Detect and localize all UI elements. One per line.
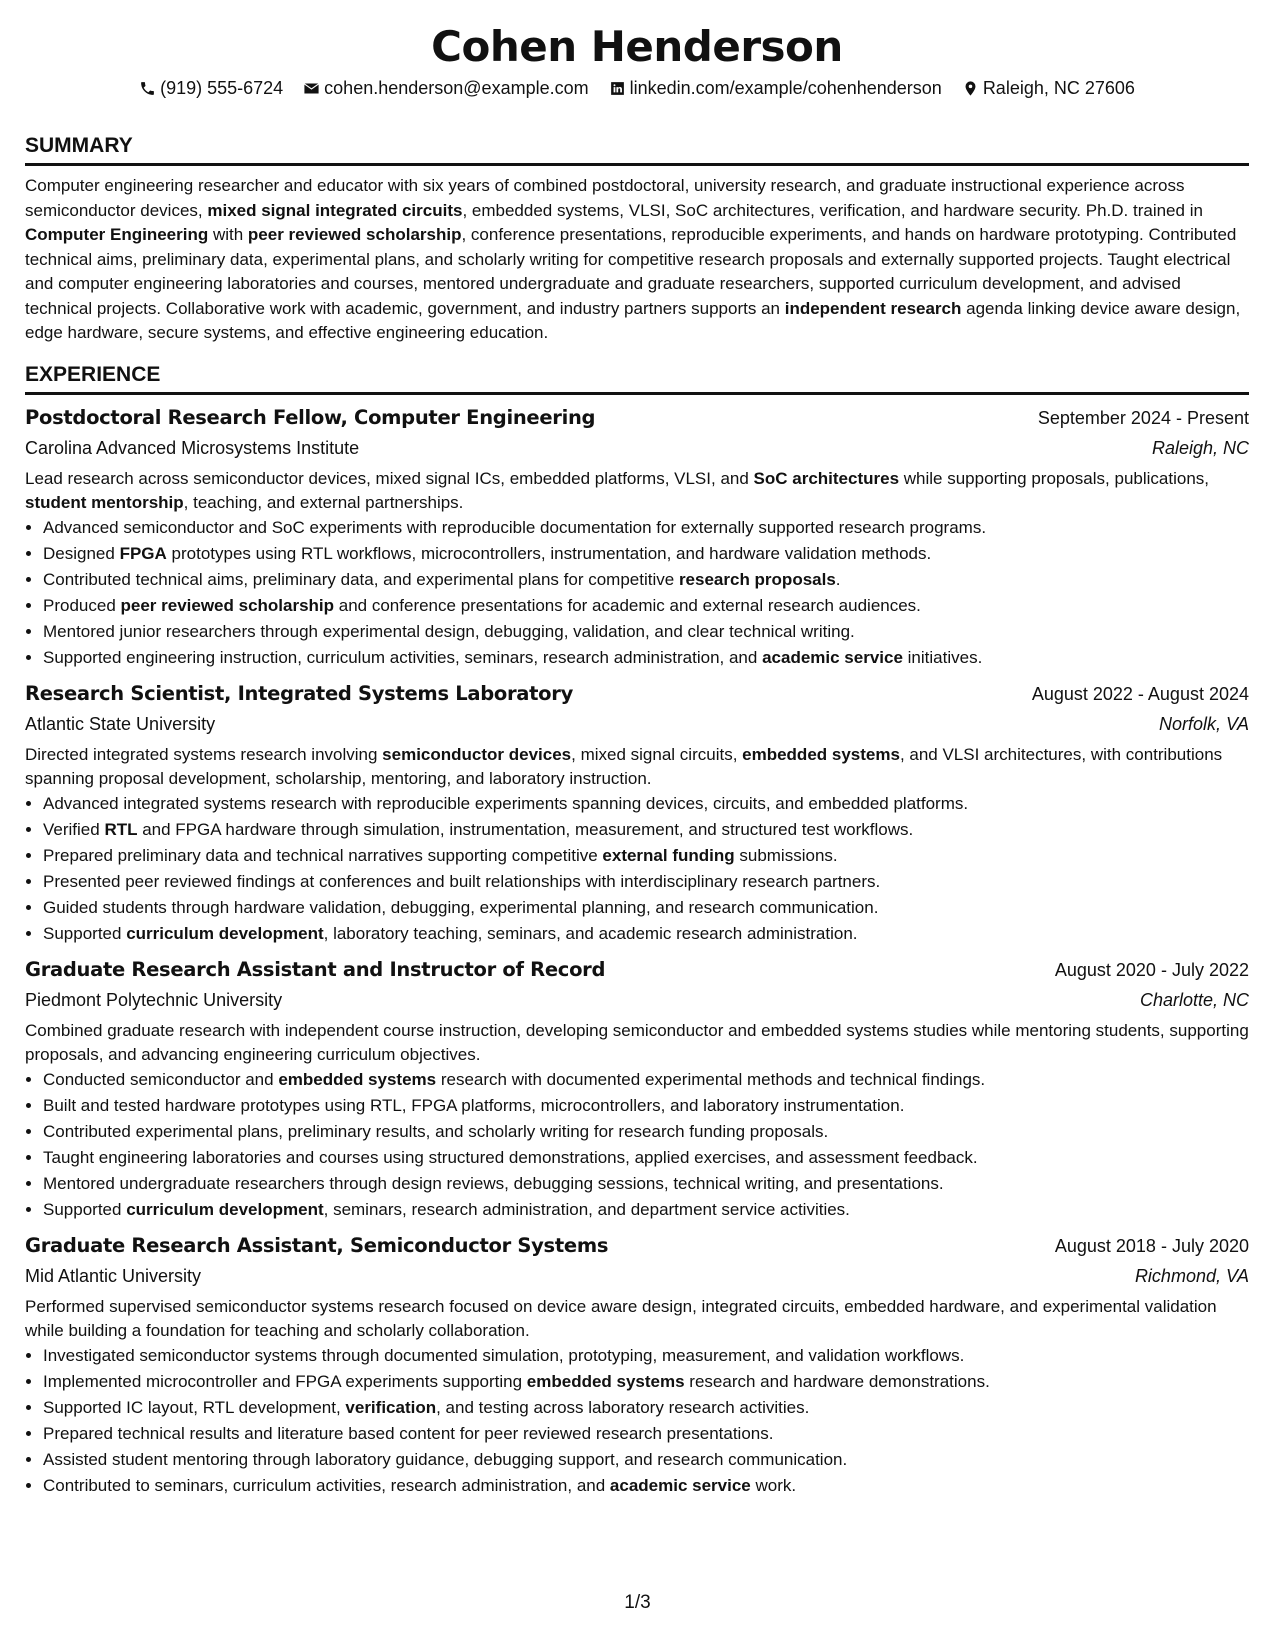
section-title-summary: SUMMARY — [25, 133, 1249, 166]
summary-text — [25, 174, 1249, 346]
text-run: Performed supervised semiconductor systems research focused on device aware design, integrated circuits, embedded hardware, and experimental validation while building a foundation for teaching and scholarly collaboration. — [25, 1296, 1217, 1340]
emphasis-text: curriculum development — [126, 1199, 324, 1219]
text-run: work. — [750, 1475, 797, 1495]
job-bullet — [43, 1395, 1249, 1421]
contact-bar — [25, 76, 1249, 100]
job-bullet — [43, 541, 1249, 567]
resume-page — [25, 22, 1249, 1507]
job-location: Raleigh, NC — [1151, 437, 1249, 458]
text-run: , mixed signal circuits, — [571, 744, 743, 764]
job-location: Norfolk, VA — [1158, 713, 1249, 734]
emphasis-text: student mentorship — [25, 492, 184, 512]
text-run: Lead research across semiconductor devices, mixed signal ICs, embedded platforms, VLSI, and — [25, 468, 754, 488]
job-bullet — [43, 515, 1249, 541]
job-bullet — [43, 1171, 1249, 1197]
text-run: Combined graduate research with independent course instruction, developing semiconductor and embedded systems studies while mentoring students, supporting proposals, and advancing engineering curriculum objectives. — [25, 1020, 1249, 1064]
text-run: agenda linking device aware design, edge hardware, secure systems, and effective engineering education. — [25, 298, 1241, 342]
job-bullet — [43, 593, 1249, 619]
job-bullet — [43, 869, 1249, 895]
job-bullet — [43, 1369, 1249, 1395]
text-run: Mentored junior researchers through experimental design, debugging, validation, and clear technical writing. — [43, 621, 855, 641]
text-run: with — [208, 225, 248, 244]
emphasis-text: SoC architectures — [753, 468, 900, 488]
emphasis-text: Computer Engineering — [25, 225, 209, 244]
text-run: submissions. — [734, 845, 838, 865]
candidate-name: Cohen Henderson — [431, 22, 843, 71]
text-run: , teaching, and external partnerships. — [183, 492, 464, 512]
job-bullet — [43, 921, 1249, 947]
text-run: Supported IC layout, RTL development, — [43, 1397, 346, 1417]
text-run: Implemented microcontroller and FPGA experiments supporting — [43, 1371, 527, 1391]
job-organization: Piedmont Polytechnic University — [25, 989, 283, 1010]
job-list — [25, 403, 1249, 1499]
text-run: Designed — [43, 543, 120, 563]
text-run: Mentored undergraduate researchers through design reviews, debugging sessions, technical writing, and presentations. — [43, 1173, 944, 1193]
contact-phone — [139, 76, 283, 100]
text-run: Prepared preliminary data and technical narratives supporting competitive — [43, 845, 603, 865]
job-bullet — [43, 843, 1249, 869]
job-header — [25, 403, 1249, 433]
text-run: Supported — [43, 923, 127, 943]
emphasis-text: academic service — [762, 647, 903, 667]
text-run: Contributed experimental plans, preliminary results, and scholarly writing for research funding proposals. — [43, 1121, 829, 1141]
job-bullet — [43, 1145, 1249, 1171]
job-bullet — [43, 1093, 1249, 1119]
text-run: and conference presentations for academic and external research audiences. — [334, 595, 921, 615]
text-run: Investigated semiconductor systems through documented simulation, prototyping, measurement, and validation workflows. — [43, 1345, 965, 1365]
job-description — [25, 467, 1249, 515]
job-title: Graduate Research Assistant and Instructor of Record — [25, 957, 606, 981]
job-bullets — [25, 791, 1249, 947]
text-run: , conference presentations, reproducible experiments, and hands on hardware prototyping. Contributed technical aims, preliminary data, experimental plans, and scholarly writing for competitive research proposals and externally supported projects. Taught electrical and computer engineering laboratories and courses, mentored undergraduate and graduate researchers, supported curriculum development, and advised technical projects. Collaborative work with academic, government, and industry partners supports an — [25, 225, 1237, 318]
job-dates: September 2024 - Present — [1037, 407, 1249, 428]
text-run: Advanced integrated systems research with reproducible experiments spanning devices, circuits, and embedded platforms. — [43, 793, 969, 813]
section-title-experience: EXPERIENCE — [25, 362, 1249, 395]
job-bullet — [43, 895, 1249, 921]
emphasis-text: embedded systems — [526, 1371, 685, 1391]
job-subheader — [25, 709, 1249, 739]
job-bullet — [43, 1447, 1249, 1473]
text-run: Taught engineering laboratories and courses using structured demonstrations, applied exercises, and assessment feedback. — [43, 1147, 978, 1167]
job-title: Research Scientist, Integrated Systems Laboratory — [25, 681, 574, 705]
map-pin-icon — [962, 80, 979, 97]
text-run: , and testing across laboratory research activities. — [436, 1397, 810, 1417]
job-bullets — [25, 1343, 1249, 1499]
experience-section — [25, 362, 1249, 1499]
text-run: Verified — [43, 819, 105, 839]
text-run: Conducted semiconductor and — [43, 1069, 279, 1089]
email-text[interactable]: cohen.henderson@example.com — [324, 78, 589, 98]
job-entry — [25, 1231, 1249, 1499]
job-bullet — [43, 791, 1249, 817]
emphasis-text: FPGA — [119, 543, 167, 563]
job-entry — [25, 679, 1249, 947]
contact-location — [962, 76, 1135, 100]
job-title: Postdoctoral Research Fellow, Computer Engineering — [25, 405, 596, 429]
job-bullet — [43, 1119, 1249, 1145]
job-bullets — [25, 515, 1249, 671]
text-run: Directed integrated systems research involving — [25, 744, 383, 764]
job-organization: Mid Atlantic University — [25, 1265, 202, 1286]
text-run: Built and tested hardware prototypes using RTL, FPGA platforms, microcontrollers, and laboratory instrumentation. — [43, 1095, 905, 1115]
job-dates: August 2020 - July 2022 — [1054, 959, 1249, 980]
text-run: , laboratory teaching, seminars, and academic research administration. — [323, 923, 858, 943]
emphasis-text: curriculum development — [126, 923, 324, 943]
linkedin-icon — [609, 80, 626, 97]
text-run: and FPGA hardware through simulation, instrumentation, measurement, and structured test workflows. — [137, 819, 914, 839]
job-bullet — [43, 645, 1249, 671]
text-run: Advanced semiconductor and SoC experiments with reproducible documentation for externally supported research programs. — [43, 517, 987, 537]
text-run: Presented peer reviewed findings at conferences and built relationships with interdisciplinary research partners. — [43, 871, 881, 891]
job-bullet — [43, 567, 1249, 593]
text-run: , and VLSI architectures, with contributions spanning proposal development, scholarship, mentoring, and laboratory instruction. — [25, 744, 1223, 788]
emphasis-text: peer reviewed scholarship — [247, 225, 462, 244]
job-entry — [25, 955, 1249, 1223]
job-location: Charlotte, NC — [1139, 989, 1249, 1010]
phone-icon — [139, 80, 156, 97]
text-run: research with documented experimental methods and technical findings. — [436, 1069, 986, 1089]
text-run: Guided students through hardware validation, debugging, experimental planning, and research communication. — [43, 897, 879, 917]
job-description — [25, 1295, 1249, 1343]
job-subheader — [25, 985, 1249, 1015]
job-subheader — [25, 1261, 1249, 1291]
phone-text: (919) 555-6724 — [160, 78, 284, 98]
text-run: Computer engineering researcher and educator with six years of combined postdoctoral, university research, and graduate instructional experience across semiconductor devices, — [25, 176, 1185, 220]
job-organization: Atlantic State University — [25, 713, 216, 734]
job-bullets — [25, 1067, 1249, 1223]
job-entry — [25, 403, 1249, 671]
job-dates: August 2018 - July 2020 — [1054, 1235, 1249, 1256]
emphasis-text: verification — [345, 1397, 437, 1417]
text-run: Prepared technical results and literature based content for peer reviewed research presentations. — [43, 1423, 774, 1443]
summary-section — [25, 133, 1249, 346]
text-run: , seminars, research administration, and department service activities. — [323, 1199, 850, 1219]
text-run: prototypes using RTL workflows, microcontrollers, instrumentation, and hardware validation methods. — [166, 543, 932, 563]
job-header — [25, 1231, 1249, 1261]
job-bullet — [43, 1343, 1249, 1369]
emphasis-text: academic service — [609, 1475, 751, 1495]
job-bullet — [43, 1197, 1249, 1223]
emphasis-text: embedded systems — [742, 744, 900, 764]
text-run: while supporting proposals, publications, — [899, 468, 1209, 488]
emphasis-text: mixed signal integrated circuits — [207, 200, 463, 220]
emphasis-text: semiconductor devices — [382, 744, 572, 764]
emphasis-text: independent research — [784, 298, 962, 318]
job-bullet — [43, 1473, 1249, 1499]
contact-email[interactable] — [303, 76, 588, 100]
job-header — [25, 679, 1249, 709]
text-run: Contributed to seminars, curriculum activities, research administration, and — [43, 1475, 610, 1495]
text-run: Contributed technical aims, preliminary data, and experimental plans for competitive — [43, 569, 679, 589]
envelope-icon — [303, 80, 320, 97]
job-bullet — [43, 619, 1249, 645]
linkedin-text[interactable]: linkedin.com/example/cohenhenderson — [629, 78, 942, 98]
job-dates: August 2022 - August 2024 — [1031, 683, 1249, 704]
job-description — [25, 1019, 1249, 1067]
job-organization: Carolina Advanced Microsystems Institute — [25, 437, 360, 458]
text-run: Assisted student mentoring through laboratory guidance, debugging support, and research communication. — [43, 1449, 848, 1469]
text-run: Supported engineering instruction, curriculum activities, seminars, research administration, and — [43, 647, 763, 667]
job-subheader — [25, 433, 1249, 463]
contact-linkedin[interactable] — [609, 76, 942, 100]
job-description — [25, 743, 1249, 791]
emphasis-text: embedded systems — [278, 1069, 437, 1089]
job-bullet — [43, 1067, 1249, 1093]
emphasis-text: RTL — [104, 819, 138, 839]
job-header — [25, 955, 1249, 985]
emphasis-text: peer reviewed scholarship — [120, 595, 335, 615]
text-run: Produced — [43, 595, 121, 615]
emphasis-text: external funding — [602, 845, 735, 865]
emphasis-text: research proposals — [678, 569, 836, 589]
job-bullet — [43, 817, 1249, 843]
job-title: Graduate Research Assistant, Semiconductor Systems — [25, 1233, 609, 1257]
text-run: Supported — [43, 1199, 127, 1219]
text-run: , embedded systems, VLSI, SoC architectures, verification, and hardware security. Ph.D. trained in — [462, 200, 1203, 220]
text-run: . — [835, 569, 841, 589]
job-bullet — [43, 1421, 1249, 1447]
text-run: initiatives. — [902, 647, 983, 667]
text-run: research and hardware demonstrations. — [684, 1371, 990, 1391]
location-text: Raleigh, NC 27606 — [982, 78, 1135, 98]
job-location: Richmond, VA — [1134, 1265, 1249, 1286]
page-number: 1/3 — [624, 1592, 651, 1613]
